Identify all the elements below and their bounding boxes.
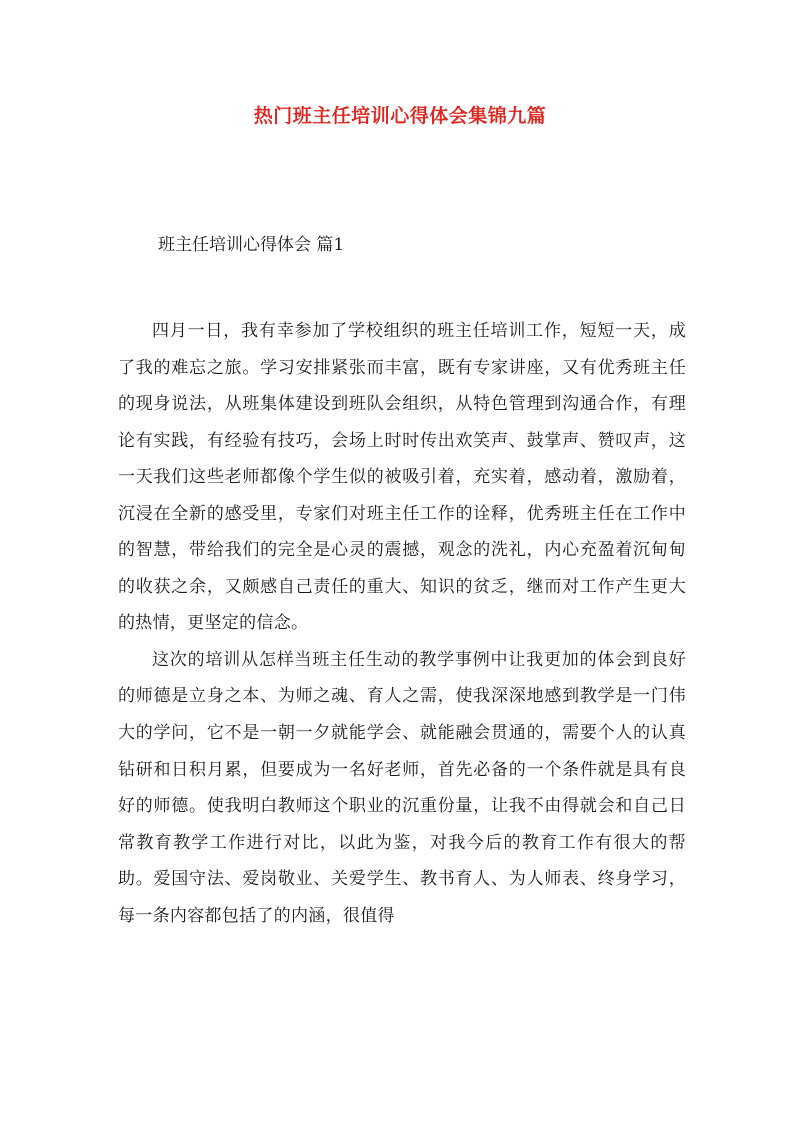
paragraph: 这次的培训从怎样当班主任生动的教学事例中让我更加的体会到良好的师德是立身之本、为师之魂、育人之需，使我深深地感到教学是一门伟大的学问，它不是一朝一夕就能学会、就能融会贯通的，需要个人的认真钻研和日积月累，但要成为一名好老师，首先必备的一个条件就是具有良好的师德。使我明白教师这个职业的沉重份量，让我不由得就会和自己日常教育教学工作进行对比，以此为鉴，对我今后的教育工作有很大的帮助。爱国守法、爱岗敬业、关爱学生、教书育人、为人师表、终身学习，每一条内容都包括了的内涵，很值得 [118, 649, 686, 926]
paragraph: 四月一日，我有幸参加了学校组织的班主任培训工作，短短一天，成了我的难忘之旅。学习安排紧张而丰富，既有专家讲座，又有优秀班主任的现身说法，从班集体建设到班队会组织，从特色管理到沟通合作，有理论有实践，有经验有技巧，会场上时时传出欢笑声、鼓掌声、赞叹声，这一天我们这些老师都像个学生似的被吸引着，充实着，感动着，激励着，沉浸在全新的感受里，专家们对班主任工作的诠释，优秀班主任在工作中的智慧，带给我们的完全是心灵的震撼，观念的洗礼，内心充盈着沉甸甸的收获之余，又颇感自己责任的重大、知识的贫乏，继而对工作产生更大的热情，更坚定的信念。 [118, 321, 686, 634]
document-title: 热门班主任培训心得体会集锦九篇 [253, 105, 547, 127]
section-heading: 班主任培训心得体会 篇1 [158, 235, 345, 255]
document-body [118, 313, 686, 934]
